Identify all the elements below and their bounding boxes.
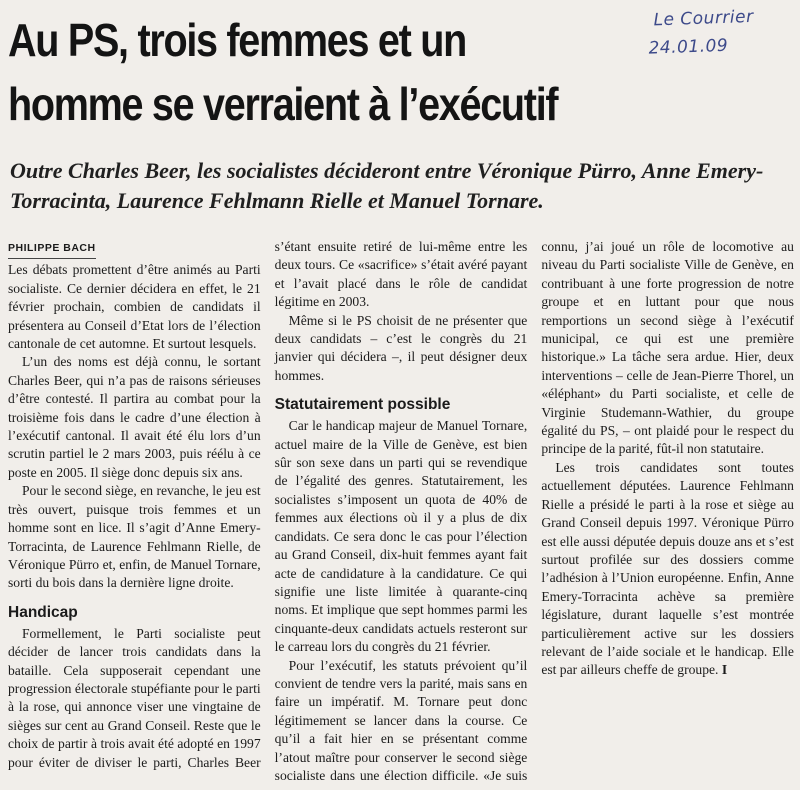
headline-line-2: homme se verraient à l’exécutif [8,78,558,130]
handwritten-source-note [647,1,797,62]
paragraph: L’un des noms est déjà connu, le sortant Charles Beer, qui n’a pas de raisons sérieuses d’être contesté. Il partira au combat pour la troisième fois dans le cadre d’une élection à l’exécutif cantonal. Il avait été élu lors d’un scrutin partiel le 2 mars 2003, puis réélu à ce poste en 2005. Il siège donc depuis six ans. [8,354,261,480]
source-date: 24.01.09 [648,35,729,59]
headline-line-1: Au PS, trois femmes et un [8,14,466,66]
paragraph: Formellement, le Parti socialiste peut décider de lancer trois candidats dans la bataille. Cela supposerait cependant une progression électorale stupéfiante pour le parti à la rose, qui annonce viser une vingtaine de sièges sur cent au Grand Conseil. Reste que le choix de partir à trois avait été adopté en 1997 pour éviter de diviser le parti, Charles Beer s’étant ensuite retiré de lui-même entre les deux tours. Ce «sacrifice» s’était avéré payant et l’avait placé dans le rôle de candidat légitime en 2003. [8,239,528,770]
article-headline [8,8,558,136]
paragraph: Pour l’exécutif, les statuts prévoient qu’il convient de tendre vers la parité, mais sans en faire un impératif. M. Tornare peut donc légitimement se lancer dans la course. Ce qu’il a fait hier en se présentant comme l’atout maître pour conserver le second siège socialiste dans une élection difficile. «Je suis connu, j’ai joué un rôle de locomotive au niveau du Parti socialiste Ville de Genève, en contribuant à une forte progression de notre groupe et en luttant pour que nous remportions un second siège à l’exécutif municipal, ce qui est une première historique.» La tâche sera ardue. Hier, deux interventions – celle de Jean-Pierre Thorel, un «éléphant» du Parti socialiste, et celle de Virginie Studemann-Wathier, du groupe égalité du PS, – ont plaidé pour le respect du principe de la parité, fût-il non statutaire. [274,239,794,783]
section-heading-statutairement: Statutairement possible [274,396,451,414]
source-publication: Le Courrier [653,6,754,31]
paragraph-text: Les trois candidates sont toutes actuellement députées. Laurence Fehlmann Rielle a présidé le parti à la rose et siège au Grand Conseil depuis 1997. Véronique Pürro est elle aussi députée depuis douze ans et s’est surtout profilée sur des dossiers comme l’adhésion à l’Union européenne. Enfin, Anne Emery-Torracinta achève sa première législature, durant laquelle s’est montrée particulièrement active sur les dossiers relevant de l’aide sociale et le handicap. Elle est par ailleurs cheffe de groupe. [541,459,794,678]
paragraph: Car le handicap majeur de Manuel Tornare, actuel maire de la Ville de Genève, est bien sûr son sexe dans un parti qui se revendique de l’égalité des genres. Statutairement, les socialistes s’imposent un quota de 40% de femmes aux élections où il y a plus de dix candidats. Ce sera donc le cas pour l’élection au Grand Conseil, dix-huit femmes ayant fait acte de candidature à la candidature. Ce qui signifie une liste limitée à quarante-cinq noms. Et implique que sept hommes parmi les cinquante-deux candidats actuels resteront sur le carreau lors du congrès du 21 février. [274,418,528,655]
paragraph: Les débats promettent d’être animés au Parti socialiste. Ce dernier décidera en effet, le 21 février prochain, combien de candidats il présentera au Conseil d’Etat lors de l’élection cantonale de cet automne. Et surtout lesquels. [8,262,261,352]
article-subheadline: Outre Charles Beer, les socialistes décideront entre Véronique Pürro, Anne Emery-Torracinta, Laurence Fehlmann Rielle et Manuel Tornare. [10,158,764,213]
article-body [8,238,794,790]
paragraph [541,459,794,680]
paragraph: Même si le PS choisit de ne présenter que deux candidats – c’est le congrès du 21 janvier qui décidera –, il peut désigner deux hommes. [274,312,528,383]
end-mark: I [721,662,728,678]
byline: PHILIPPE BACH [8,239,96,259]
paragraph: Pour le second siège, en revanche, le jeu est très ouvert, puisque trois femmes et un homme sont en lice. Il s’agit d’Anne Emery-Torracinta, de Laurence Fehlmann Rielle, de Véronique Pürro et, enfin, de Manuel Tornare, sorti du bois dans la dernière ligne droite. [8,483,261,591]
section-heading-handicap: Handicap [8,603,78,621]
